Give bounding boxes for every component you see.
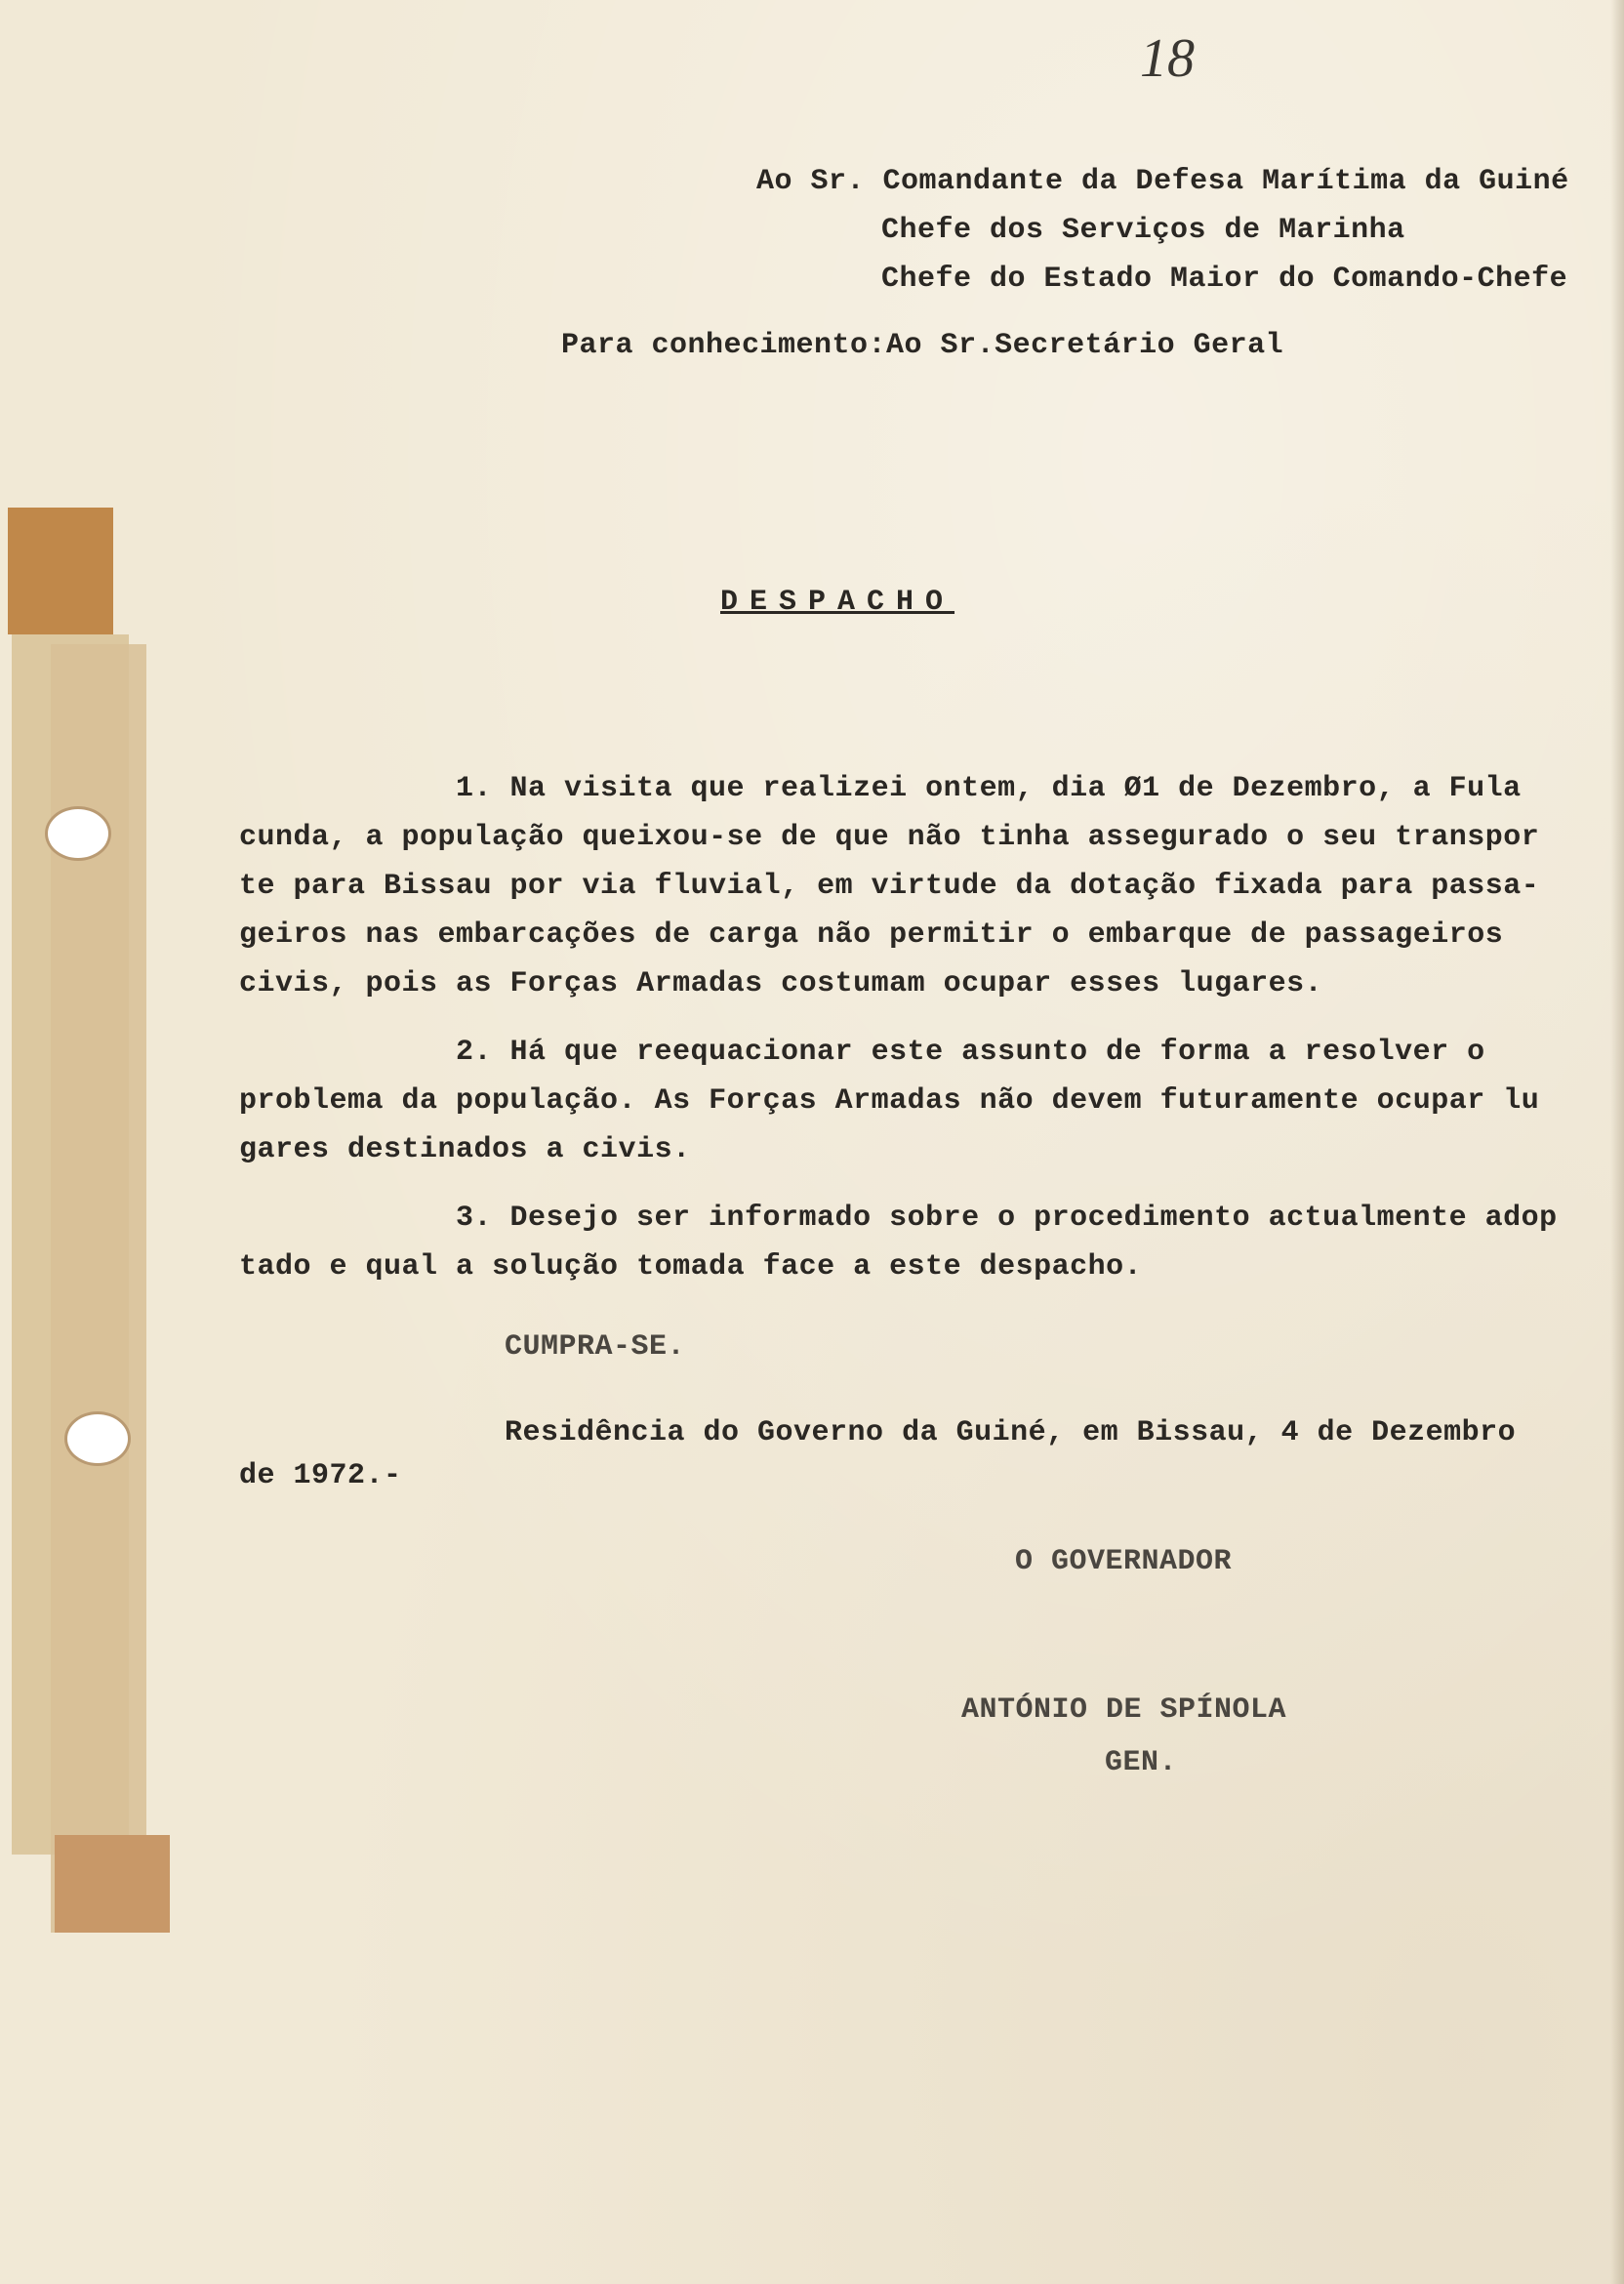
paragraph-2-line: 2. Há que reequacionar este assunto de forma a resolver o — [456, 1036, 1485, 1069]
tape-stain-top — [8, 508, 113, 634]
tape-stain-bottom — [55, 1835, 170, 1933]
signature-title: O GOVERNADOR — [1015, 1545, 1233, 1578]
punch-hole-top — [45, 806, 111, 861]
paragraph-1-line: 1. Na visita que realizei ontem, dia Ø1 de Dezembro, a Fula — [456, 772, 1522, 805]
place-date-line: de 1972.- — [239, 1459, 402, 1492]
place-date-line: Residência do Governo da Guiné, em Bissau, 4 de Dezembro — [505, 1416, 1517, 1449]
handwritten-page-number: 18 — [1140, 28, 1195, 89]
page-edge-shadow — [1610, 0, 1624, 2284]
paragraph-1-line: te para Bissau por via fluvial, em virtude da dotação fixada para passa- — [239, 870, 1540, 903]
signature-name: ANTÓNIO DE SPÍNOLA — [961, 1693, 1287, 1727]
for-knowledge-line: Para conhecimento:Ao Sr.Secretário Geral — [561, 329, 1284, 362]
document-heading: DESPACHO — [720, 586, 955, 619]
addressee-line: Ao Sr. Comandante da Defesa Marítima da Guiné — [756, 165, 1569, 198]
addressee-line: Chefe dos Serviços de Marinha — [881, 214, 1405, 247]
paragraph-2-line: gares destinados a civis. — [239, 1133, 691, 1166]
signature-rank: GEN. — [1105, 1746, 1178, 1779]
paragraph-3-line: tado e qual a solução tomada face a este despacho. — [239, 1250, 1143, 1284]
paragraph-3-line: 3. Desejo ser informado sobre o procedimento actualmente adop — [456, 1202, 1558, 1235]
punch-hole-bottom — [64, 1411, 131, 1466]
closing-line: CUMPRA-SE. — [505, 1330, 686, 1364]
paragraph-1-line: cunda, a população queixou-se de que não tinha assegurado o seu transpor — [239, 821, 1540, 854]
paragraph-1-line: civis, pois as Forças Armadas costumam ocupar esses lugares. — [239, 967, 1323, 1000]
addressee-line: Chefe do Estado Maior do Comando-Chefe — [881, 263, 1568, 296]
paragraph-1-line: geiros nas embarcações de carga não permitir o embarque de passageiros — [239, 918, 1504, 952]
paragraph-2-line: problema da população. As Forças Armadas não devem futuramente ocupar lu — [239, 1084, 1540, 1118]
